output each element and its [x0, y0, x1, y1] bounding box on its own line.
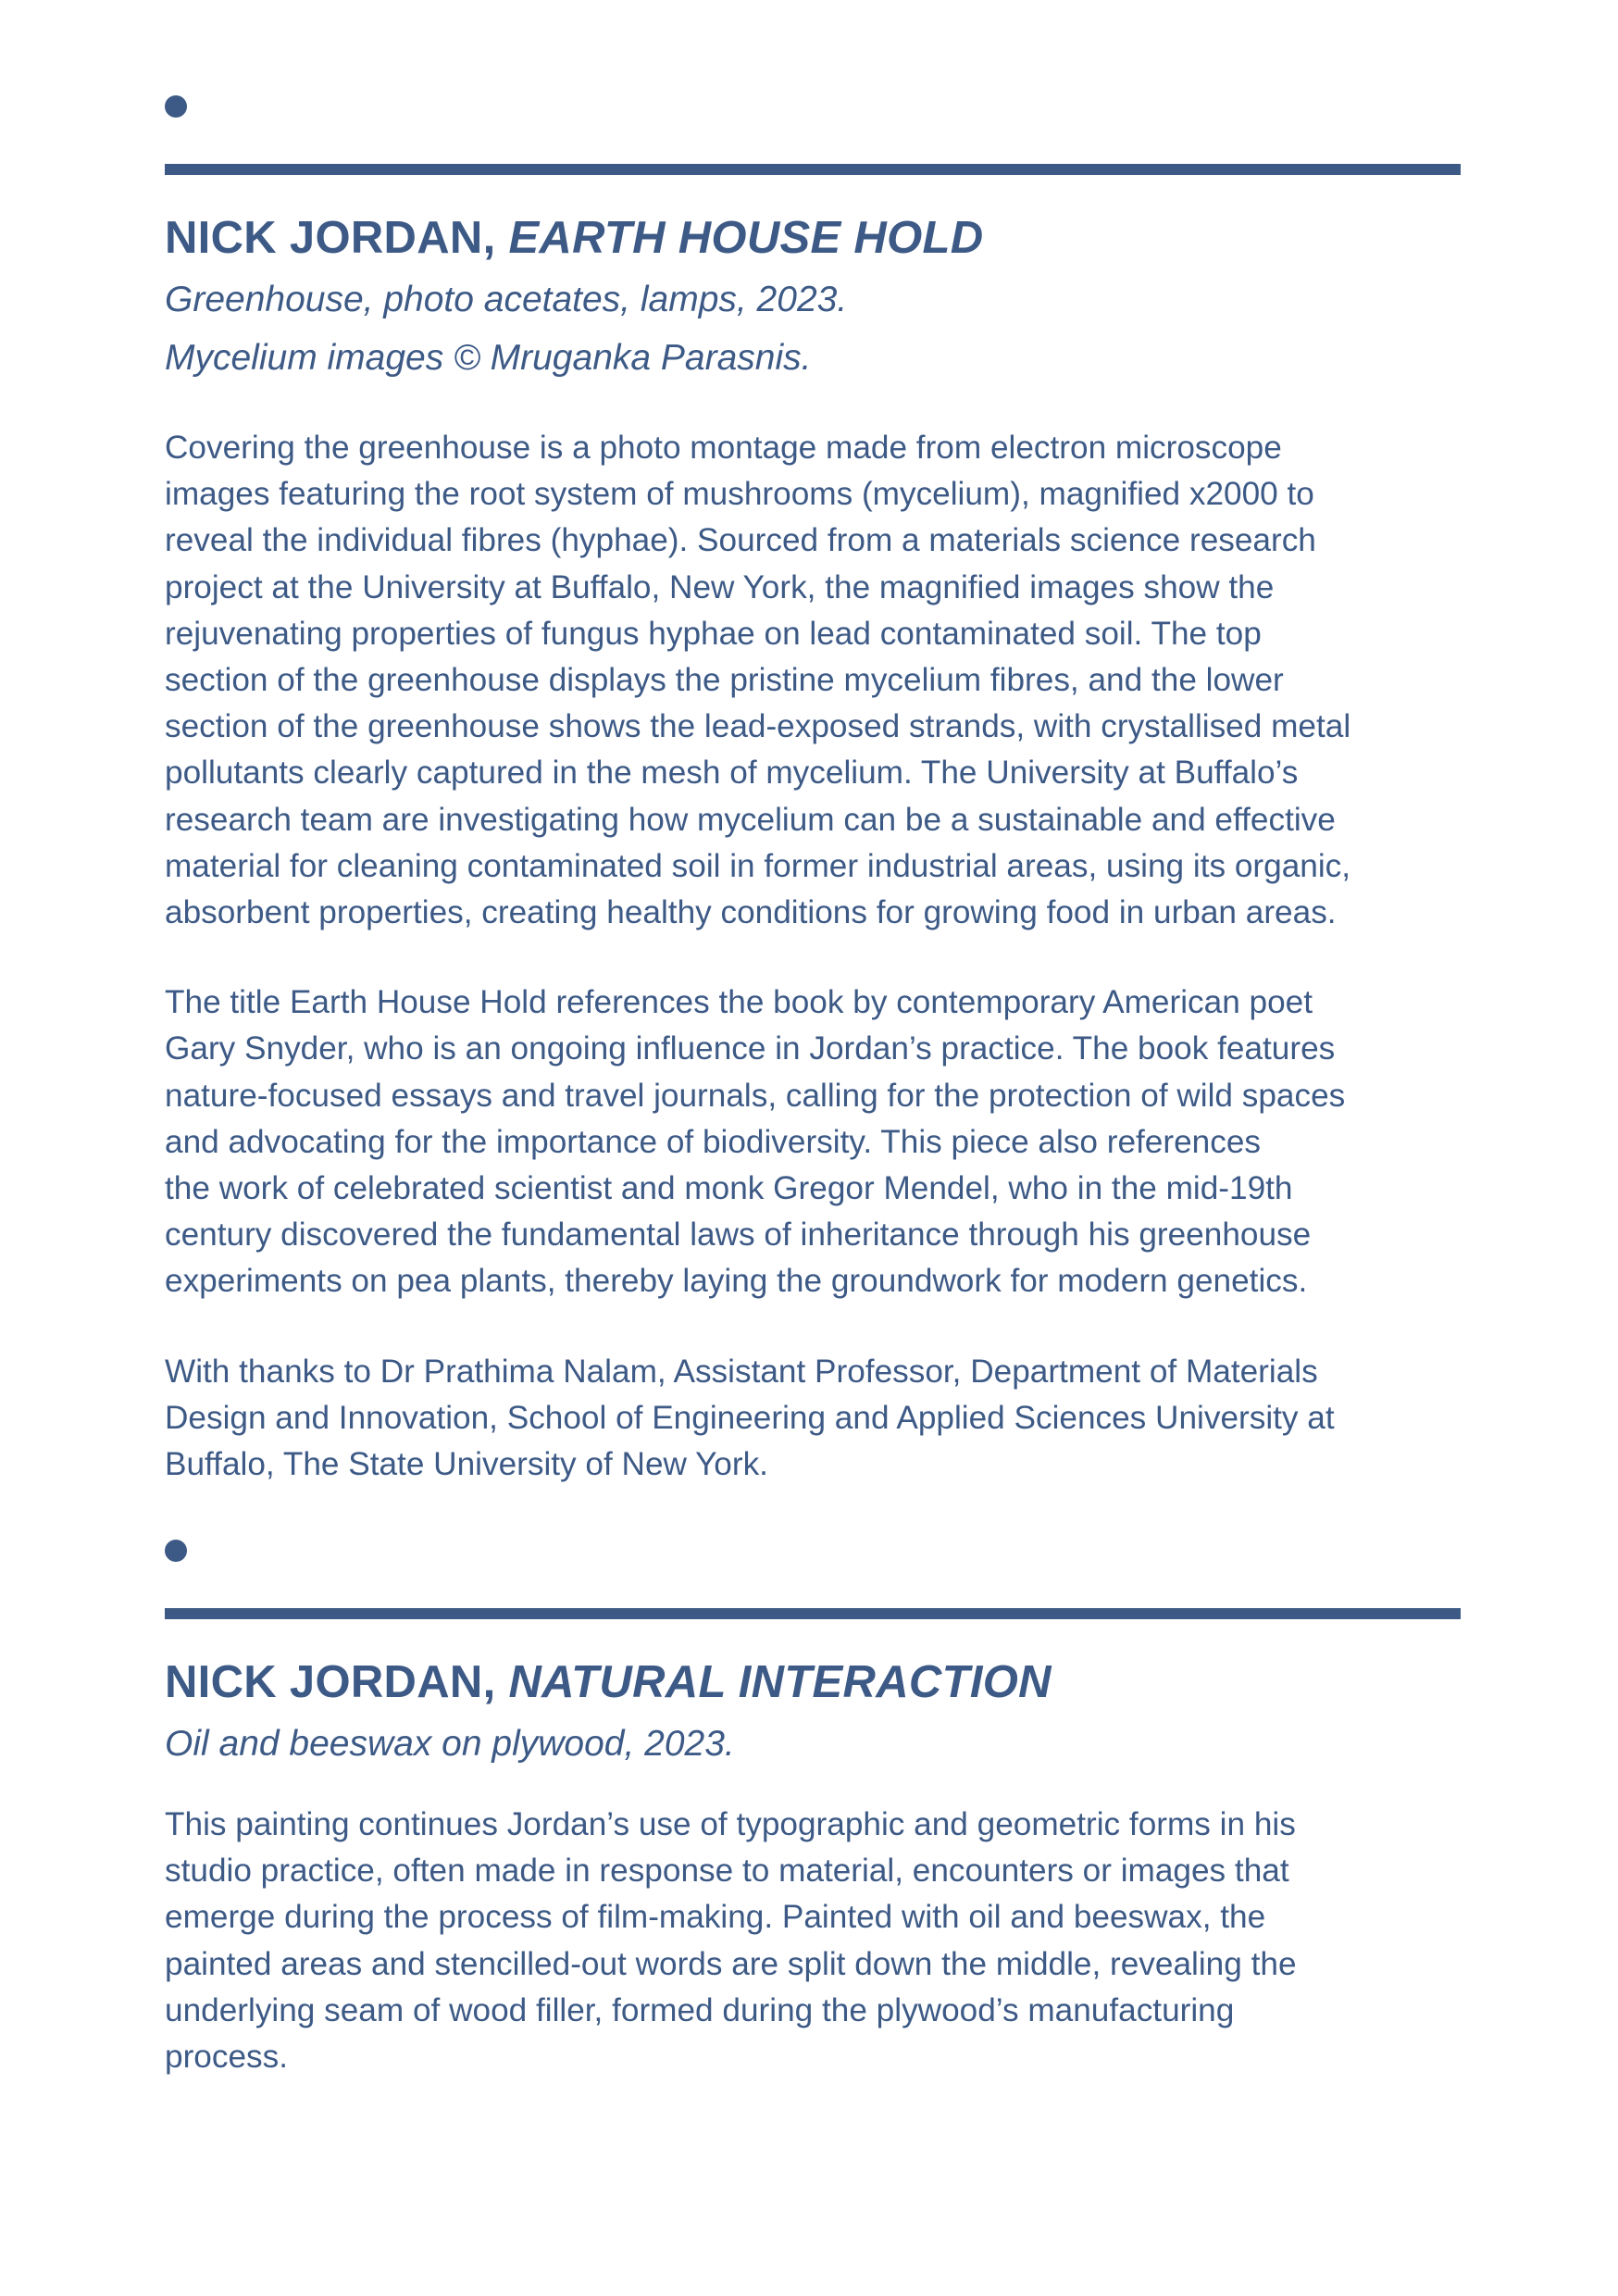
- text-line: With thanks to Dr Prathima Nalam, Assistant Professor, Department of Materials: [165, 1353, 1318, 1390]
- text-line: studio practice, often made in response to material, encounters or images that: [165, 1853, 1289, 1890]
- text-line: and advocating for the importance of biodiversity. This piece also references: [165, 1123, 1261, 1160]
- artist-name: NICK JORDAN,: [165, 1657, 496, 1707]
- description-paragraph: [165, 980, 1461, 1304]
- text-line: Buffalo, The State University of New York.: [165, 1446, 768, 1483]
- text-line: section of the greenhouse displays the pristine mycelium fibres, and the lower: [165, 662, 1284, 699]
- text-line: century discovered the fundamental laws of inheritance through his greenhouse: [165, 1217, 1312, 1254]
- image-credit: Mycelium images © Mruganka Parasnis.: [165, 338, 812, 378]
- text-line: section of the greenhouse shows the lead-exposed strands, with crystallised metal: [165, 708, 1351, 745]
- section-bullet-dot: [165, 95, 187, 118]
- artwork-title: [165, 210, 983, 266]
- artwork-description: [165, 425, 1461, 1531]
- text-line: rejuvenating properties of fungus hyphae on lead contaminated soil. The top: [165, 615, 1262, 652]
- text-line: Design and Innovation, School of Engineering and Applied Sciences University at: [165, 1399, 1335, 1436]
- text-line: painted areas and stencilled-out words are split down the middle, revealing the: [165, 1945, 1297, 1982]
- work-title: NATURAL INTERACTION: [508, 1657, 1052, 1707]
- text-line: reveal the individual fibres (hyphae). Sourced from a materials science research: [165, 522, 1316, 559]
- text-line: Gary Snyder, who is an ongoing influence in Jordan’s practice. The book features: [165, 1030, 1336, 1067]
- work-title: EARTH HOUSE HOLD: [508, 213, 984, 263]
- acknowledgement-paragraph: [165, 1349, 1461, 1489]
- description-paragraph: [165, 425, 1461, 936]
- text-line: project at the University at Buffalo, New York, the magnified images show the: [165, 568, 1275, 605]
- artwork-description: [165, 1802, 1461, 2124]
- artwork-title: [165, 1654, 1052, 1710]
- text-line: the work of celebrated scientist and monk Gregor Mendel, who in the mid-19th: [165, 1170, 1293, 1207]
- description-paragraph: [165, 1802, 1461, 2080]
- text-line: This painting continues Jordan’s use of typographic and geometric forms in his: [165, 1806, 1296, 1842]
- text-line: experiments on pea plants, thereby laying the groundwork for modern genetics.: [165, 1263, 1308, 1300]
- text-line: images featuring the root system of mushrooms (mycelium), magnified x2000 to: [165, 476, 1314, 513]
- text-line: underlying seam of wood filler, formed during the plywood’s manufacturing: [165, 1991, 1235, 2028]
- text-line: material for cleaning contaminated soil in former industrial areas, using its organic,: [165, 847, 1351, 884]
- text-line: emerge during the process of film-making. Painted with oil and beeswax, the: [165, 1899, 1266, 1936]
- text-line: pollutants clearly captured in the mesh of mycelium. The University at Buffalo’s: [165, 755, 1299, 792]
- text-line: absorbent properties, creating healthy conditions for growing food in urban areas.: [165, 894, 1337, 931]
- text-line: process.: [165, 2039, 288, 2076]
- artwork-medium: Oil and beeswax on plywood, 2023.: [165, 1724, 735, 1764]
- text-line: The title Earth House Hold references the book by contemporary American poet: [165, 984, 1313, 1021]
- text-line: Covering the greenhouse is a photo montage made from electron microscope: [165, 430, 1282, 466]
- section-divider-rule: [165, 1608, 1461, 1619]
- section-bullet-dot: [165, 1540, 187, 1562]
- text-line: nature-focused essays and travel journals, calling for the protection of wild spaces: [165, 1077, 1346, 1114]
- artist-name: NICK JORDAN,: [165, 213, 496, 263]
- artwork-medium: Greenhouse, photo acetates, lamps, 2023.: [165, 280, 848, 319]
- text-line: research team are investigating how mycelium can be a sustainable and effective: [165, 801, 1336, 838]
- section-divider-rule: [165, 164, 1461, 175]
